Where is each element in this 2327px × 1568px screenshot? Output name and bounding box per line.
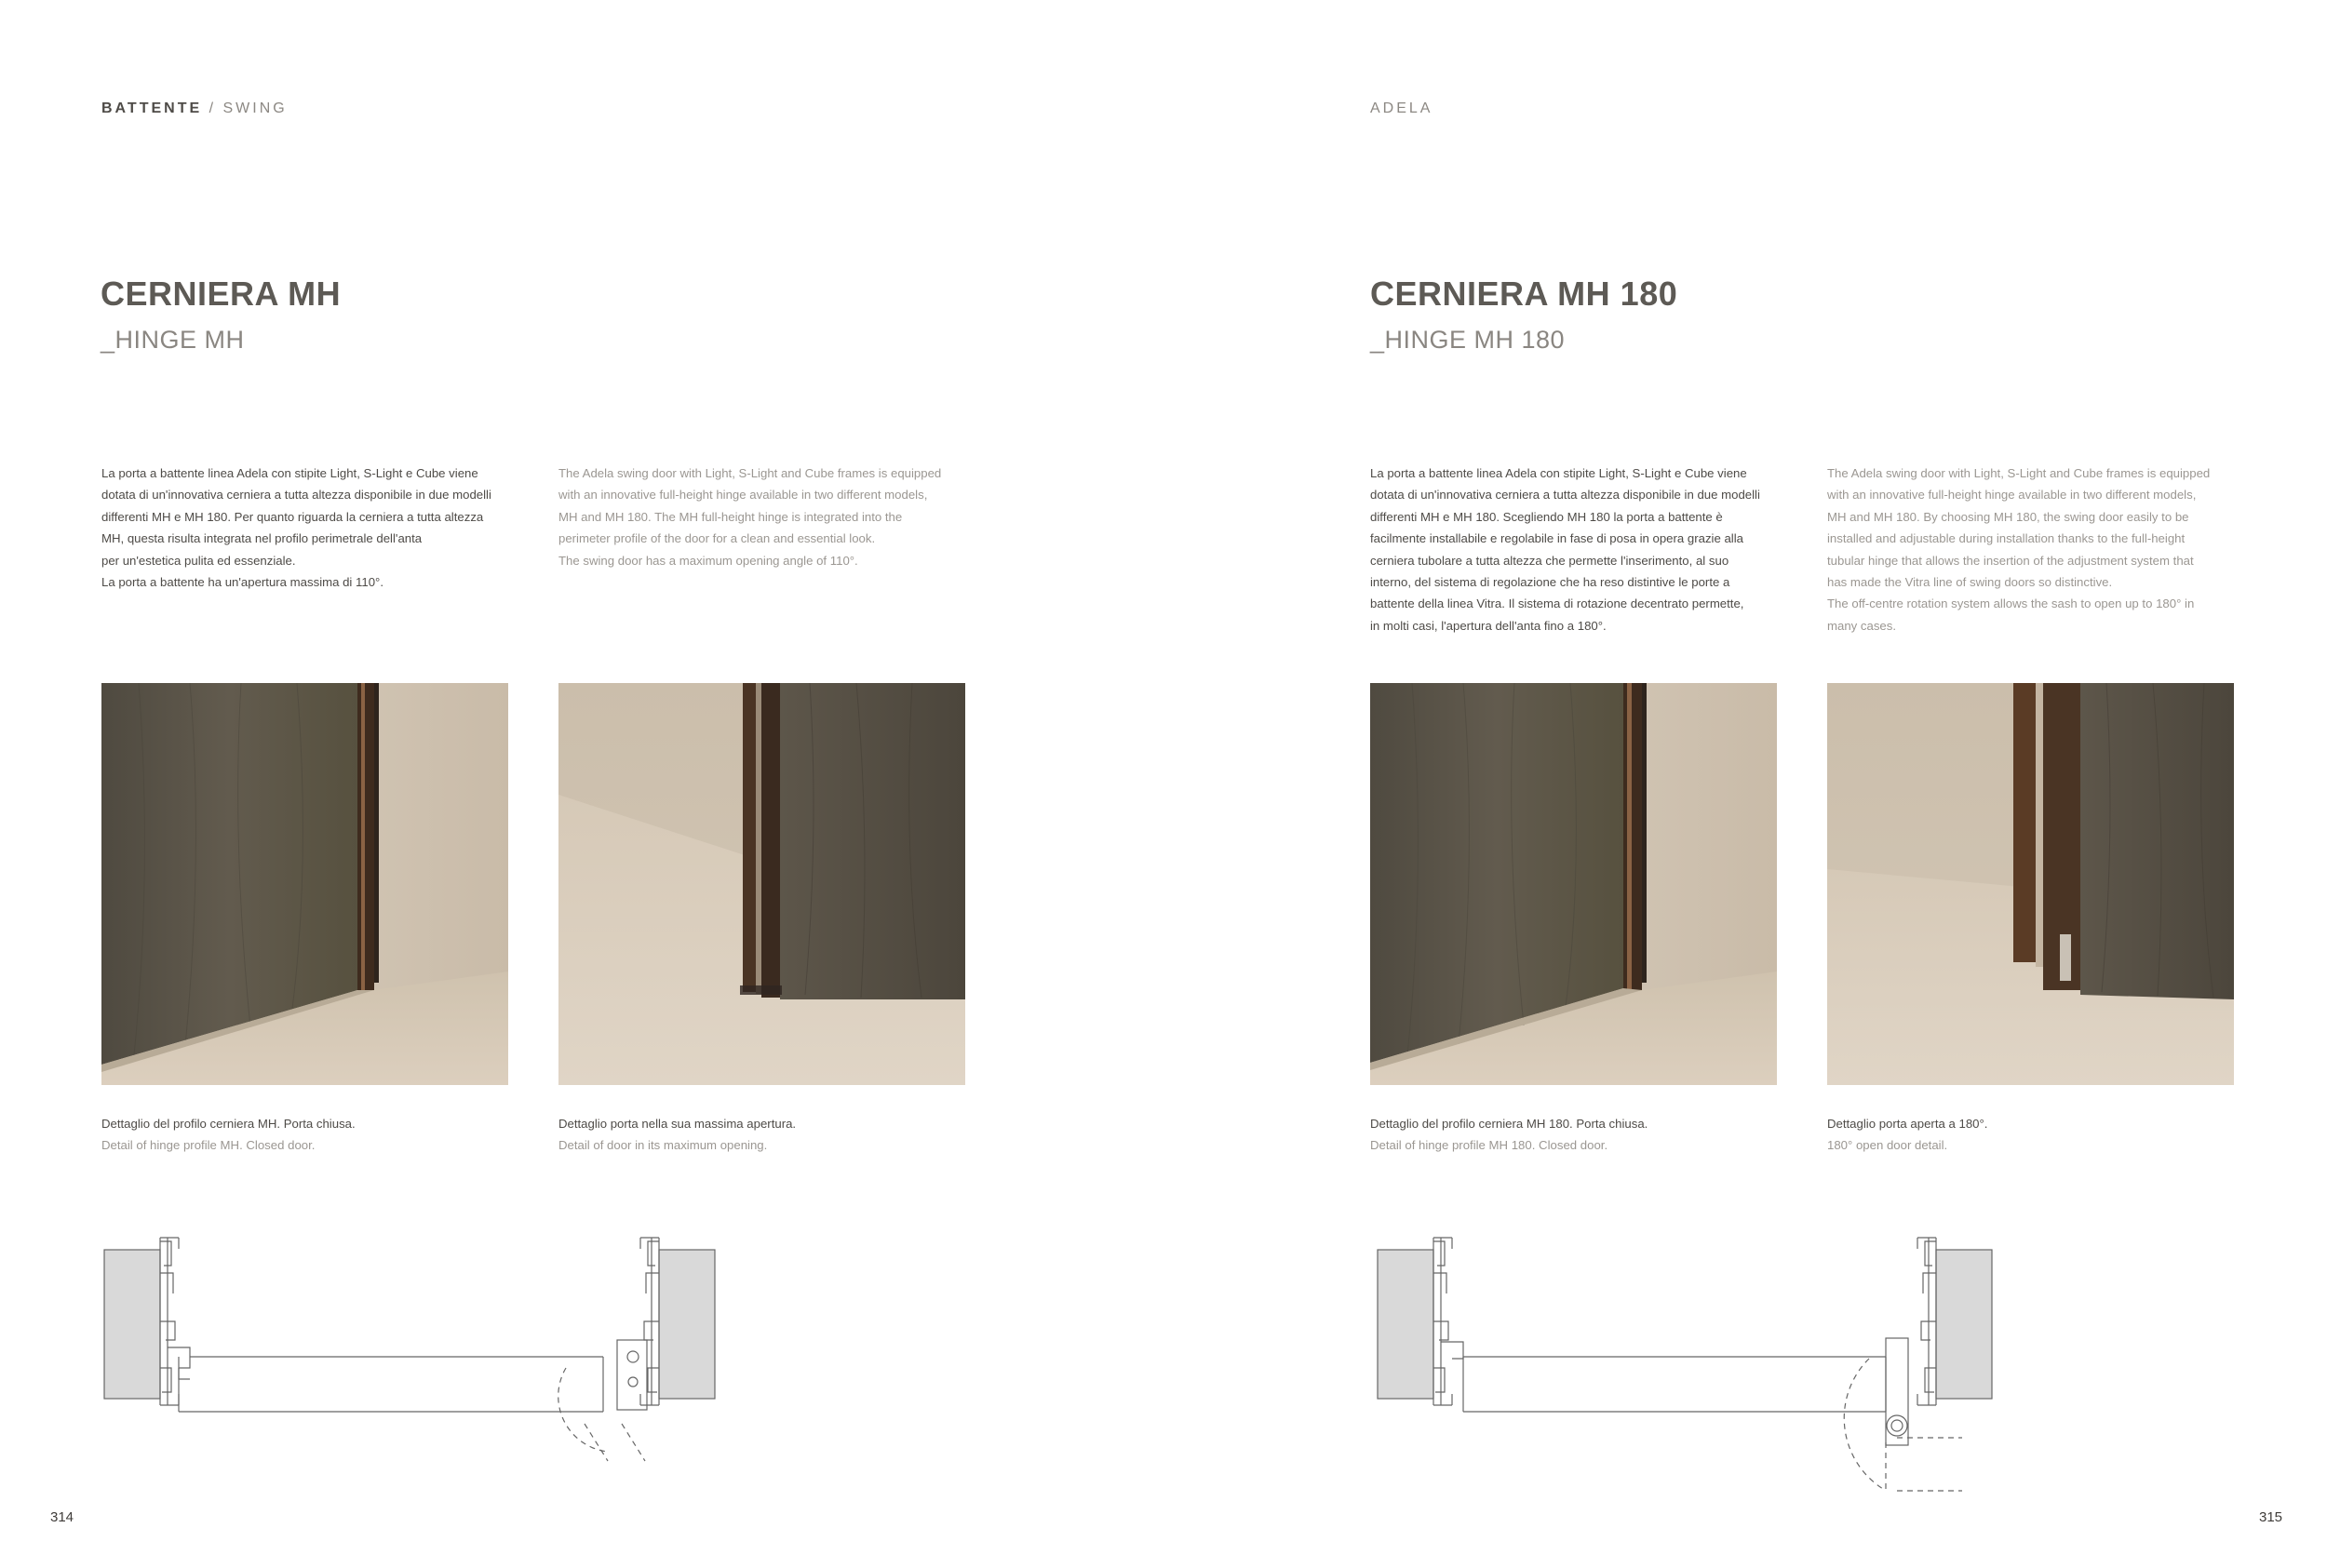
right-caption-1: Dettaglio del profilo cerniera MH 180. Porta chiusa. Detail of hinge profile MH 180. Closed door.: [1370, 1117, 1648, 1153]
left-header: BATTENTE / SWING: [101, 101, 288, 116]
hinge-mh-section-drawing: [101, 1228, 733, 1484]
left-caption-1: Dettaglio del profilo cerniera MH. Porta chiusa. Detail of hinge profile MH. Closed door.: [101, 1117, 356, 1153]
left-paragraph-english: The Adela swing door with Light, S-Light and Cube frames is equipped with an innovative full-height hinge available in two different models, MH and MH 180. The MH full-height hinge is integrated into the perimeter profile of the door for a clean and essential look. The swing door has a maximum opening angle of 110°.: [558, 466, 942, 568]
photo-mh-max-opening: [558, 683, 965, 1085]
right-header: ADELA: [1370, 101, 1433, 116]
photo-mh180-closed-door: [1370, 683, 1777, 1085]
left-subtitle: _HINGE MH: [101, 326, 245, 354]
left-paragraph-italian: La porta a battente linea Adela con stipite Light, S-Light e Cube viene dotata di un'innovativa cerniera a tutta altezza disponibile in due modelli differenti MH e MH 180. Per quanto riguarda la cerniera a tutta altezza MH, questa risulta integrata nel profilo perimetrale dell'anta per un'estetica pulita ed essenziale. La porta a battente ha un'apertura massima di 110°.: [101, 466, 491, 590]
right-subtitle: _HINGE MH 180: [1370, 326, 1566, 354]
right-paragraph-english: The Adela swing door with Light, S-Light and Cube frames is equipped with an innovative full-height hinge available in two different models, MH and MH 180. By choosing MH 180, the swing door easily to be installed and adjustable during installation thanks to the full-height tubular hinge that allows the insertion of the adjustment system that has made the Vitra line of swing doors so distinctive. The off-centre rotation system allows the sash to open up to 180° in many cases.: [1827, 466, 2211, 633]
photo-mh180-open-door: [1827, 683, 2234, 1085]
hinge-mh180-section-drawing: [1376, 1228, 2009, 1503]
right-page-number: 315: [2259, 1509, 2283, 1525]
left-page-number: 314: [50, 1509, 74, 1525]
right-caption-2: Dettaglio porta aperta a 180°. 180° open door detail.: [1827, 1117, 1988, 1153]
left-title: CERNIERA MH: [101, 275, 342, 313]
right-title: CERNIERA MH 180: [1370, 275, 1678, 313]
photo-mh-closed-door: [101, 683, 508, 1085]
left-caption-2: Dettaglio porta nella sua massima apertura. Detail of door in its maximum opening.: [558, 1117, 797, 1153]
right-paragraph-italian: La porta a battente linea Adela con stipite Light, S-Light e Cube viene dotata di un'innovativa cerniera a tutta altezza disponibile in due modelli differenti MH e MH 180. Scegliendo MH 180 la porta a battente è facilmente installabile e regolabile in fase di posa in opera grazie alla cerniera tubolare a tutta altezza che permette l'inserimento, al suo interno, del sistema di regolazione che ha reso distintive le porte a battente della linea Vitra. Il sistema di rotazione decentrato permette, in molti casi, l'apertura dell'anta fino a 180°.: [1370, 466, 1760, 633]
